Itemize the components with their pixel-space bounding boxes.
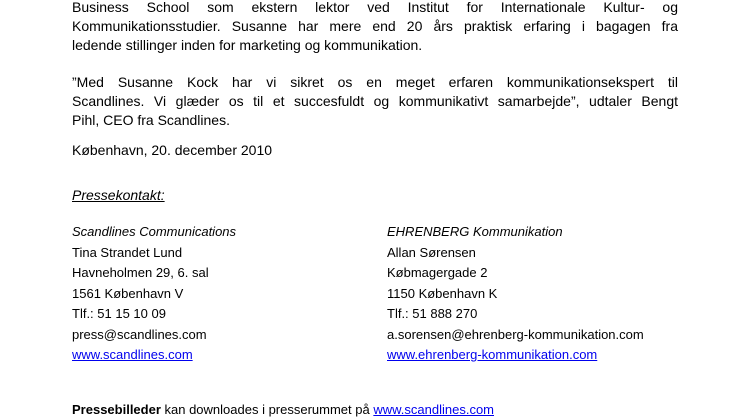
press-images-text: kan downloades i presserummet på	[160, 402, 374, 417]
contact-phone: Tlf.: 51 15 10 09	[72, 306, 166, 321]
contact-org: EHRENBERG Kommunikation	[387, 224, 563, 239]
press-images-note	[72, 400, 494, 419]
contact-street: Havneholmen 29, 6. sal	[72, 265, 209, 280]
contact-city: 1561 København V	[72, 285, 184, 301]
bio-line: Business School som ekstern lektor ved Institut for Internationale Kultur- og	[72, 0, 678, 15]
press-images-label: Pressebilleder	[72, 402, 161, 417]
contact-name: Allan Sørensen	[387, 244, 476, 260]
bio-paragraph	[72, 0, 678, 55]
contact-ehrenberg	[387, 222, 644, 366]
contact-phone: Tlf.: 51 888 270	[387, 306, 478, 321]
contact-org: Scandlines Communications	[72, 224, 237, 239]
contact-name: Tina Strandet Lund	[72, 244, 183, 260]
contact-web-link[interactable]: www.scandlines.com	[72, 347, 193, 362]
contact-email: a.sorensen@ehrenberg-kommunikation.com	[387, 326, 644, 342]
contact-email: press@scandlines.com	[72, 326, 207, 342]
press-contact-heading: Pressekontakt:	[72, 187, 165, 203]
quote-line: ”Med Susanne Kock har vi sikret os en meget erfaren kommunikationsekspert til	[72, 74, 678, 90]
contact-web-link[interactable]: www.ehrenberg-kommunikation.com	[387, 347, 598, 362]
dateline: København, 20. december 2010	[72, 142, 273, 158]
contact-city: 1150 København K	[387, 285, 498, 301]
quote-line: Pihl, CEO fra Scandlines.	[72, 112, 230, 128]
press-room-link[interactable]: www.scandlines.com	[373, 402, 494, 417]
contact-scandlines	[72, 222, 236, 366]
bio-line: ledende stillinger inden for marketing og kommunikation.	[72, 37, 423, 53]
bio-line: Kommunikationsstudier. Susanne har mere end 20 års praktisk erfaring i bagagen fra	[72, 18, 678, 34]
contact-street: Købmagergade 2	[387, 265, 488, 280]
quote-paragraph	[72, 73, 678, 130]
quote-line: Scandlines. Vi glæder os til et succesfuldt og kommunikativt samarbejde”, udtaler Bengt	[72, 93, 678, 109]
